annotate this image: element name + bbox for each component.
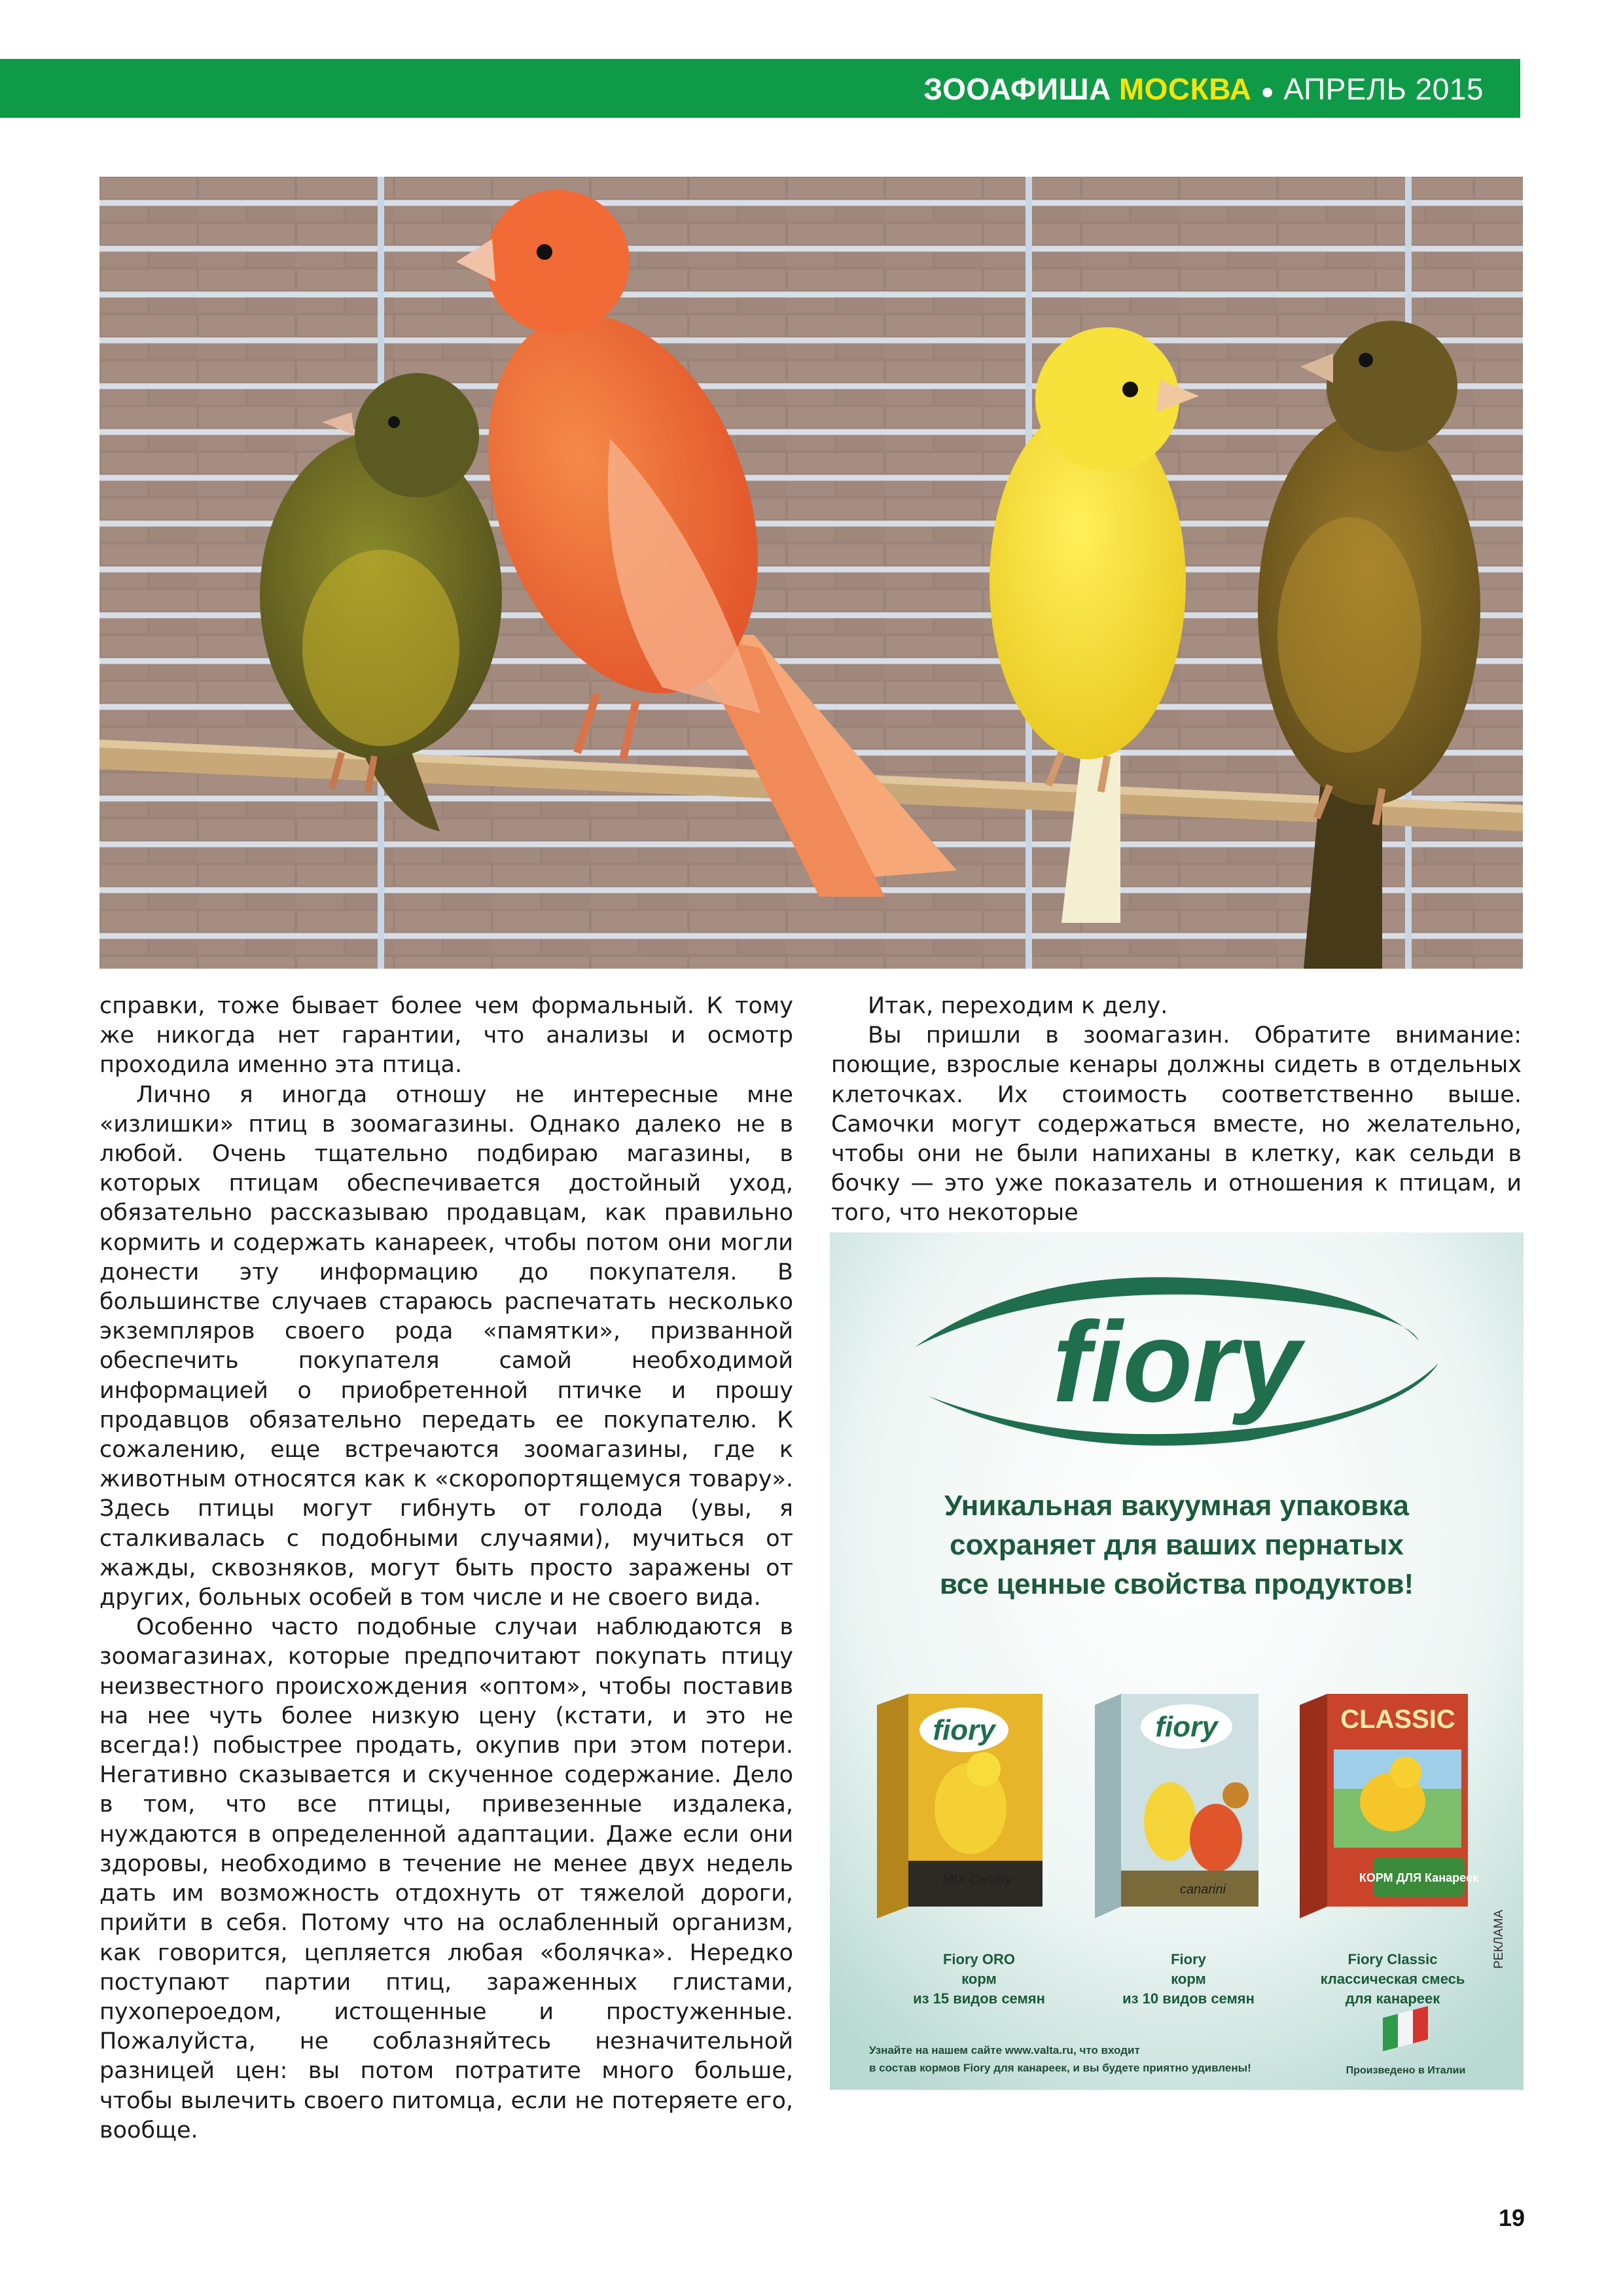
product-caption: Fiory — [1171, 1951, 1206, 1967]
box-brand: CLASSIC — [1340, 1705, 1455, 1734]
box-label: canarini — [1179, 1882, 1226, 1897]
header-bar — [0, 59, 1520, 118]
ad-headline-line1: Уникальная вакуумная упаковка — [944, 1490, 1409, 1522]
box-brand: fiory — [933, 1714, 995, 1746]
product-caption: из 15 видов семян — [913, 1990, 1045, 2007]
product-caption: корм — [1171, 1971, 1206, 1987]
product-box-oro — [877, 1694, 1043, 1918]
article-paragraph: Лично я иногда отношу не интересные мне «излишки» птиц в зоомагазины. Однако далеко не в любой. Очень тщательно подбираю магазины, в которых птицам обеспечивается достойный уход, обязательно рассказываю продавцам, как правильно кормить и содержать канареек, чтобы потом они могли донести эту информацию до покупателя. В большинстве случаев стараюсь распечатать несколько экземпляров своего рода «памятки», призванной обеспечить покупателя самой необходимой информацией о приобретенной птичке и прошу продавцов обязательно передать ее покупателю. К сожалению, еще встречаются зоомагазины, где к животным относятся как к «скоропортящемуся товару». Здесь птицы могут гибнуть от голода (увы, я сталкивалась с подобными случаями), мучиться от жажды, сквозняков, могут быть просто заражены от других, больных особей в том числе и не своего вида. — [99, 1081, 793, 1611]
product-caption: классическая смесь — [1320, 1971, 1465, 1987]
product-caption: корм — [961, 1971, 997, 1987]
ad-website-link: www.valta.ru — [1005, 2044, 1074, 2056]
product-caption: для канареек — [1345, 1990, 1440, 2007]
article-paragraph: Итак, переходим к делу. — [868, 993, 1168, 1019]
ad-artwork — [830, 1232, 1524, 2090]
ad-side-label: РЕКЛАМА — [1492, 1909, 1506, 1969]
header-title — [923, 64, 1484, 117]
separator-dot: ● — [1260, 79, 1275, 104]
article-column-right — [831, 992, 1522, 1229]
brand-logo: fiory — [1052, 1299, 1301, 1426]
fiory-advertisement — [830, 1232, 1524, 2090]
canaries-illustration — [99, 177, 1523, 969]
magazine-name: ЗООАФИША — [923, 72, 1111, 106]
city-name: МОСКВА — [1118, 72, 1252, 106]
issue-date: АПРЕЛЬ 2015 — [1283, 72, 1484, 106]
product-box-classic-seed — [1095, 1694, 1258, 1918]
ad-footer-line2: в состав кормов Fiory для канареек, и вы будете приятно удивлены! — [869, 2062, 1251, 2074]
box-brand: fiory — [1155, 1711, 1218, 1743]
article-paragraph: Особенно часто подобные случаи наблюдаются в зоомагазинах, которые предпочитают покупать птицу неизвестного происхождения «оптом», чтобы поставив на нее чуть более низкую цену (кстати, и это не всегда!) побыстрее продать, окупив при этом потери. Негативно сказывается и скученное содержание. Дело в том, что все птицы, привезенные издалека, нуждаются в определенной адаптации. Даже если они здоровы, необходимо в течение не менее двух недель дать им возможность отдохнуть от тяжелой дороги, прийти в себя. Потому что на ослабленный организм, как говорится, цепляется любая «болячка». Нередко поступают партии птиц, зараженных глистами, пухопероедом, истощенные и простуженные. Пожалуйста, не соблазняйтесь незначительной разницей цен: вы потом потратите много больше, чтобы вылечить своего питомца, если не потеряете его, вообще. — [99, 1614, 793, 2144]
product-box-classic — [1300, 1694, 1479, 1918]
product-caption: из 10 видов семян — [1122, 1990, 1255, 2007]
ad-footer-line1: Узнайте на нашем сайте www.valta.ru, что входит — [869, 2044, 1140, 2056]
article-paragraph: Вы пришли в зоомагазин. Обратите внимание: поющие, взрослые кенары должны сидеть в отдельных клеточках. Их стоимость соответственно выше. Самочки могут содержаться вместе, но желательно, чтобы они не были напиханы в клетку, как сельди в бочку — это уже показатель и отношения к птицам, и того, что некоторые — [831, 1022, 1522, 1227]
ad-headline-line2: сохраняет для ваших пернатых — [950, 1529, 1404, 1561]
article-paragraph: справки, тоже бывает более чем формальный. К тому же никогда нет гарантии, что анализы и осмотр проходила именно эта птица. — [99, 993, 793, 1079]
box-label: MIX Canary — [942, 1873, 1012, 1887]
box-label: КОРМ ДЛЯ Канареек — [1359, 1871, 1479, 1884]
product-caption: Fiory Classic — [1347, 1951, 1438, 1967]
product-caption: Fiory ORO — [942, 1951, 1016, 1967]
page-number: 19 — [1498, 2204, 1525, 2231]
article-column-left — [99, 992, 793, 2145]
made-in-italy: Произведено в Италии — [1346, 2065, 1466, 2076]
canaries-photo — [99, 177, 1523, 969]
ad-headline-line3: все ценные свойства продуктов! — [939, 1568, 1414, 1600]
